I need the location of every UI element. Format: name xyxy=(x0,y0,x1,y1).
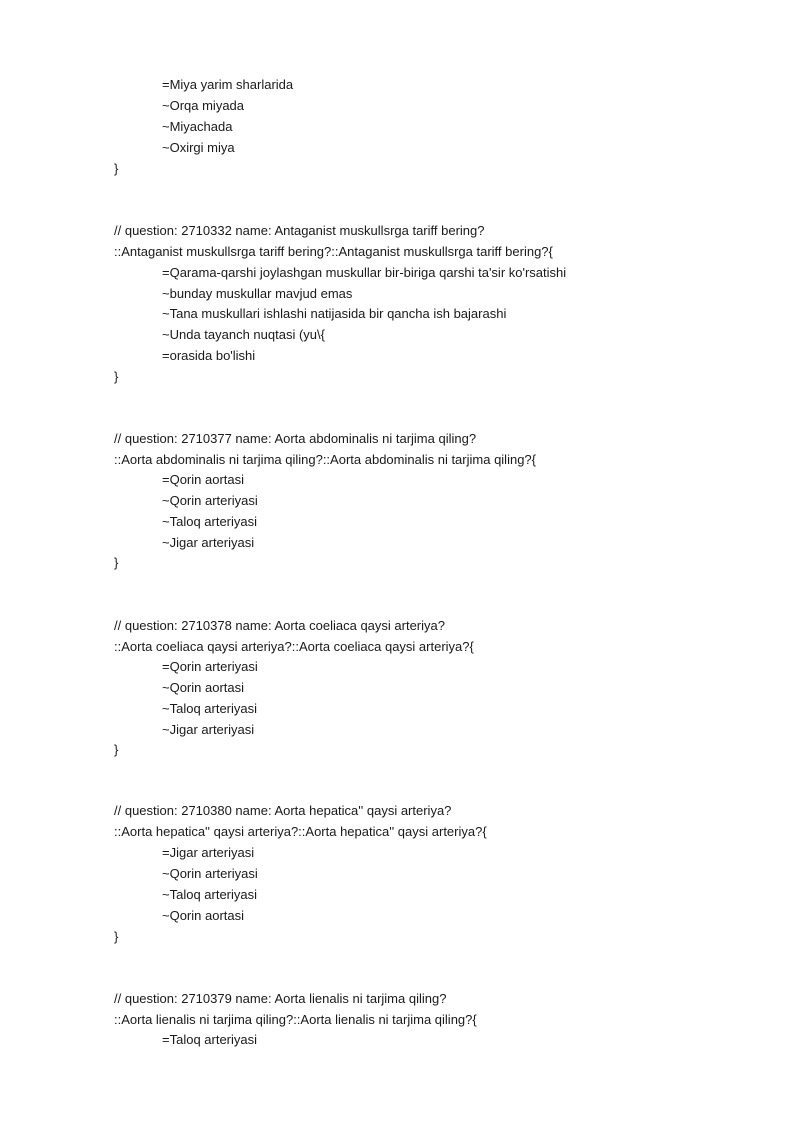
answer-line: ~Taloq arteriyasi xyxy=(162,514,258,529)
answer-line: =Qorin aortasi xyxy=(162,472,245,487)
question-header: // question: 2710379 name: Aorta lienalis ni tarjima qiling? xyxy=(114,991,447,1006)
answer-line: ~Jigar arteriyasi xyxy=(162,722,255,737)
question-stem: ::Aorta hepatica'' qaysi arteriya?::Aorta hepatica'' qaysi arteriya?{ xyxy=(114,824,487,839)
question-header: // question: 2710378 name: Aorta coeliaca qaysi arteriya? xyxy=(114,618,445,633)
answer-line: =orasida bo'lishi xyxy=(162,348,256,363)
answer-line: ~Unda tayanch nuqtasi (yu\{ xyxy=(162,327,325,342)
question-header: // question: 2710332 name: Antaganist muskullsrga tariff bering? xyxy=(114,223,485,238)
question-stem: ::Aorta coeliaca qaysi arteriya?::Aorta coeliaca qaysi arteriya?{ xyxy=(114,639,474,654)
answer-line: ~Taloq arteriyasi xyxy=(162,887,258,902)
question-header: // question: 2710380 name: Aorta hepatica'' qaysi arteriya? xyxy=(114,803,452,818)
answer-line: ~Qorin aortasi xyxy=(162,908,245,923)
answer-line: ~Qorin aortasi xyxy=(162,680,245,695)
answer-line: ~Qorin arteriyasi xyxy=(162,866,258,881)
closing-brace: } xyxy=(114,161,119,176)
closing-brace: } xyxy=(114,742,119,757)
question-stem: ::Aorta lienalis ni tarjima qiling?::Aorta lienalis ni tarjima qiling?{ xyxy=(114,1012,477,1027)
answer-line: =Taloq arteriyasi xyxy=(162,1032,258,1047)
question-stem: ::Antaganist muskullsrga tariff bering?::Antaganist muskullsrga tariff bering?{ xyxy=(114,244,553,259)
closing-brace: } xyxy=(114,929,119,944)
answer-line: ~Orqa miyada xyxy=(162,98,245,113)
question-stem: ::Aorta abdominalis ni tarjima qiling?::Aorta abdominalis ni tarjima qiling?{ xyxy=(114,452,536,467)
answer-line: =Jigar arteriyasi xyxy=(162,845,255,860)
answer-line: ~Taloq arteriyasi xyxy=(162,701,258,716)
answer-line: =Miya yarim sharlarida xyxy=(162,77,294,92)
answer-line: ~Jigar arteriyasi xyxy=(162,535,255,550)
answer-line: ~Oxirgi miya xyxy=(162,140,235,155)
closing-brace: } xyxy=(114,555,119,570)
answer-line: =Qorin arteriyasi xyxy=(162,659,258,674)
answer-line: ~Qorin arteriyasi xyxy=(162,493,258,508)
closing-brace: } xyxy=(114,369,119,384)
answer-line: ~Tana muskullari ishlashi natijasida bir qancha ish bajarashi xyxy=(162,306,507,321)
answer-line: ~Miyachada xyxy=(162,119,233,134)
question-header: // question: 2710377 name: Aorta abdominalis ni tarjima qiling? xyxy=(114,431,477,446)
answer-line: ~bunday muskullar mavjud emas xyxy=(162,286,353,301)
answer-line: =Qarama-qarshi joylashgan muskullar bir-biriga qarshi ta'sir ko'rsatishi xyxy=(162,265,567,280)
